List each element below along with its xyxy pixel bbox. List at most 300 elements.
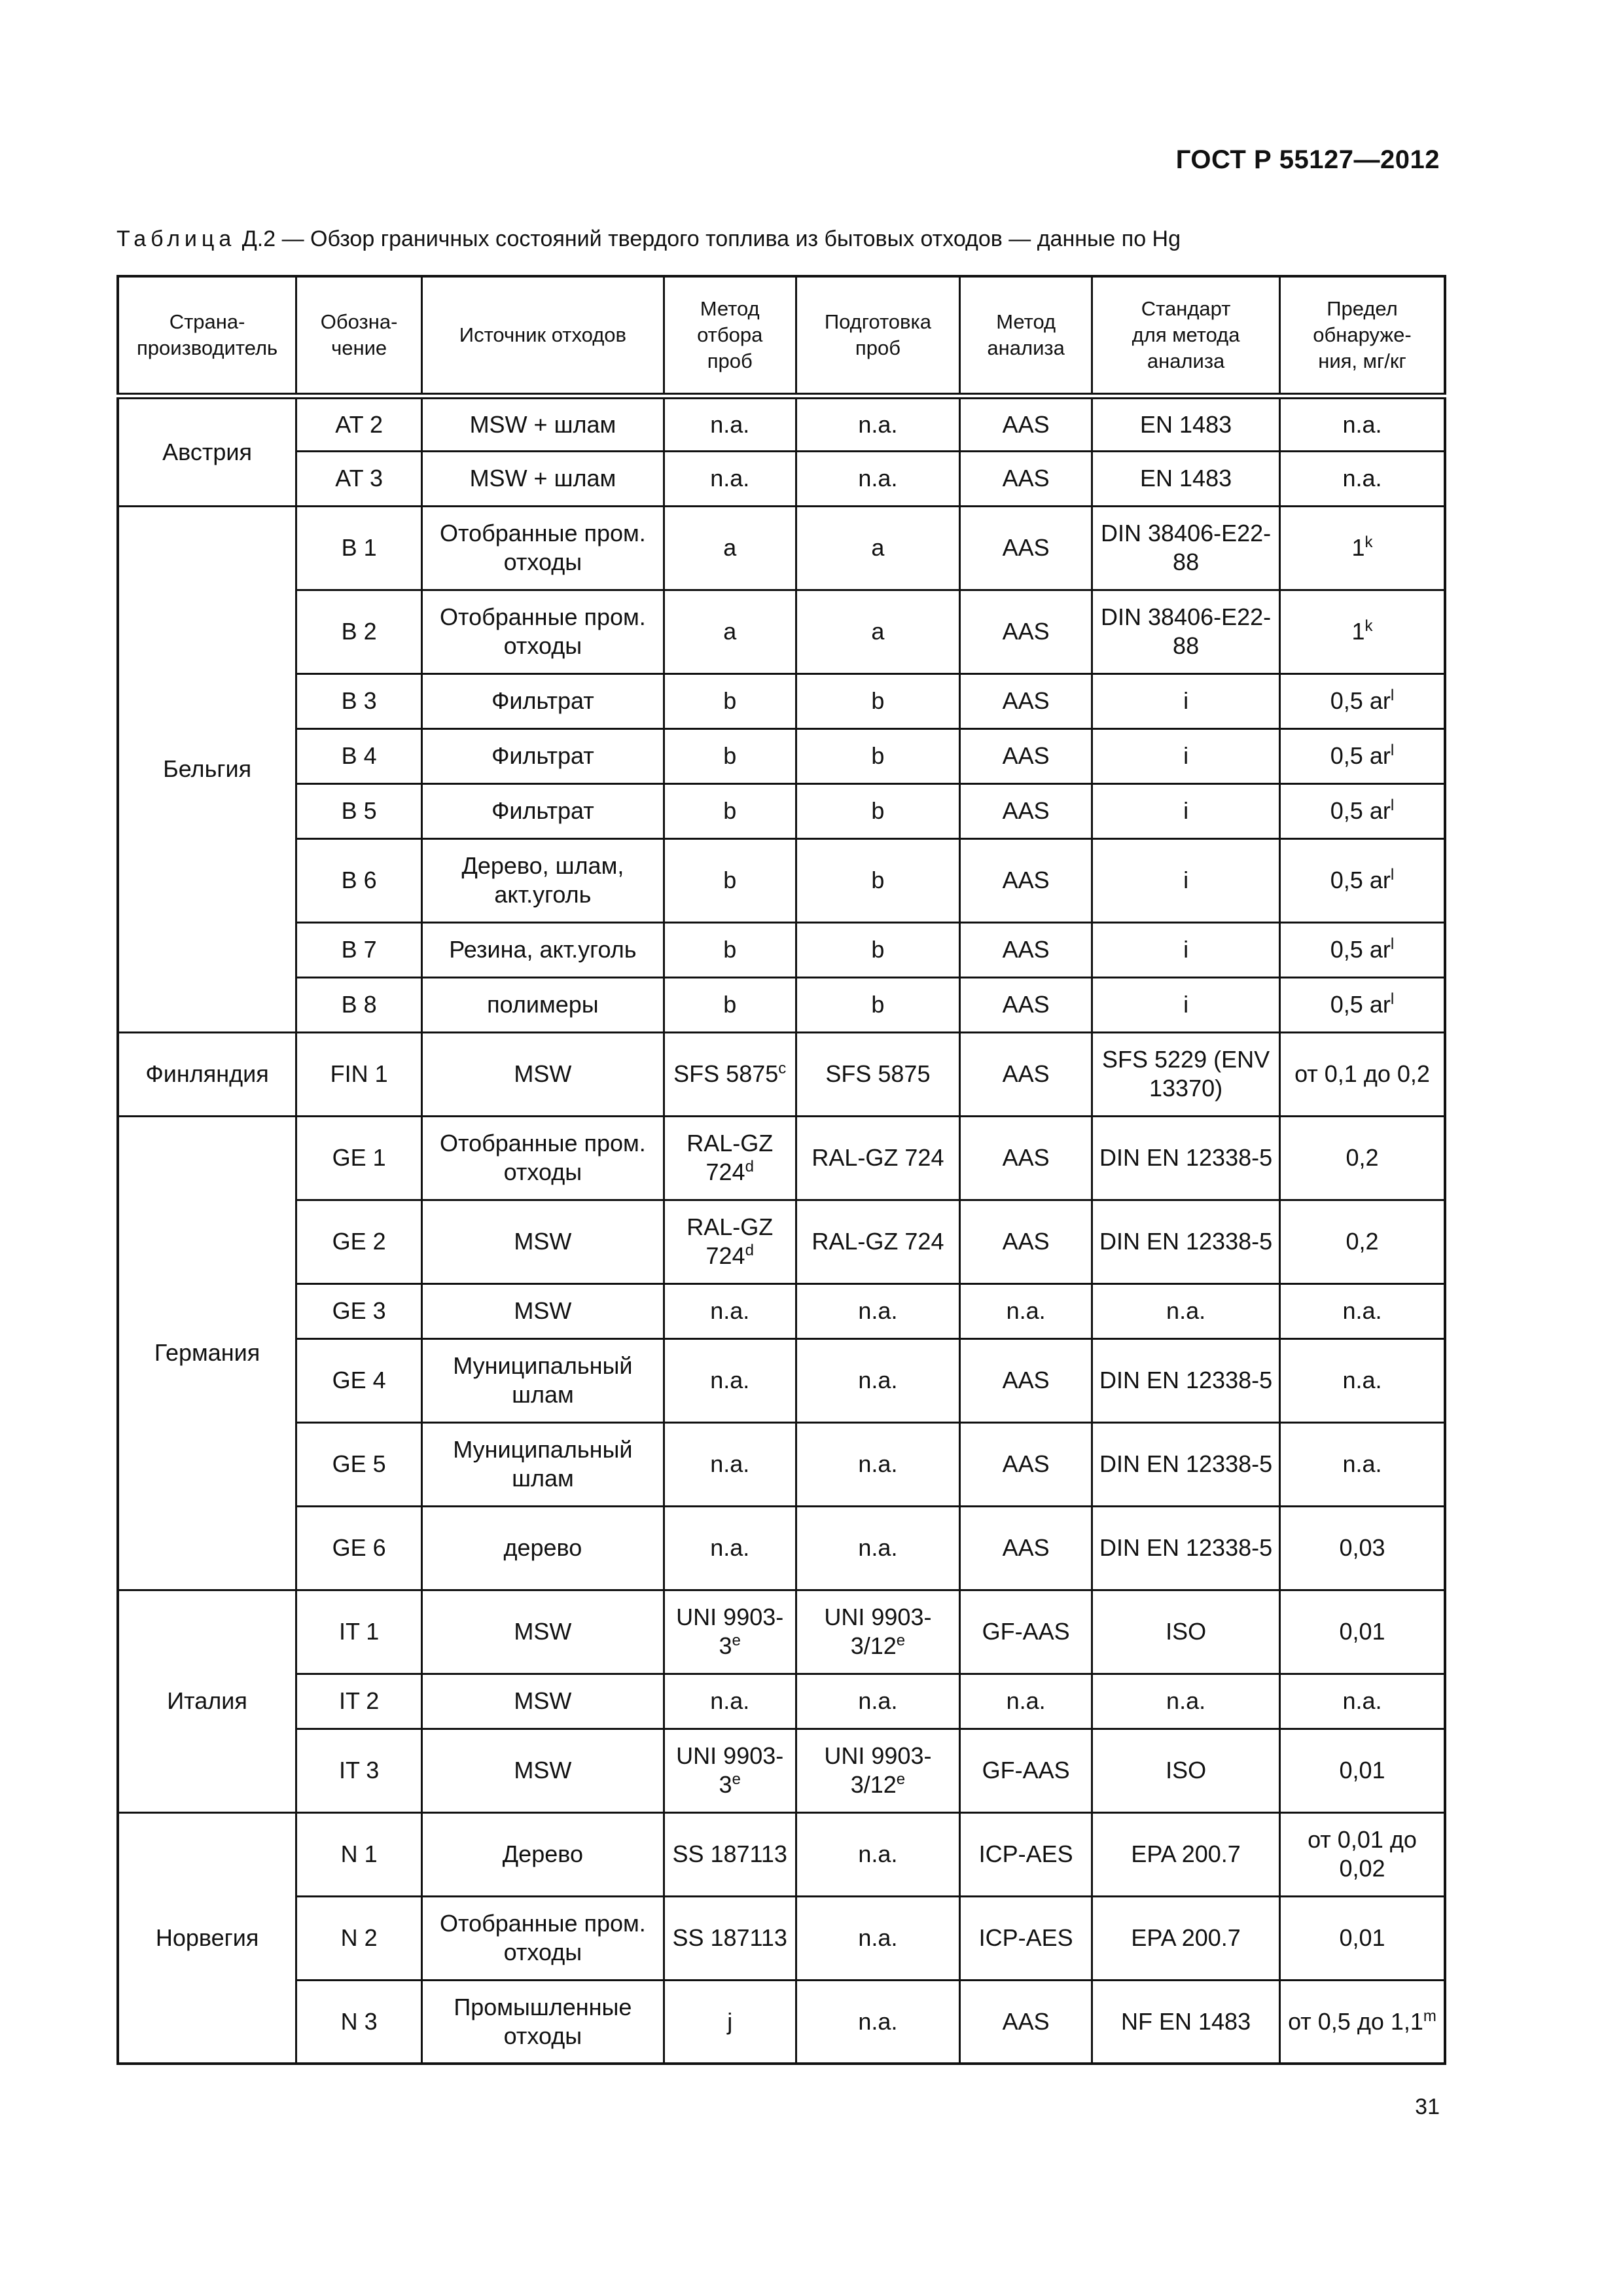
cell-designation <box>296 1506 422 1590</box>
cell-designation <box>296 506 422 590</box>
cell-detection-limit-text: n.a. <box>1342 1297 1382 1324</box>
table-row <box>118 1506 1445 1590</box>
cell-detection-limit <box>1279 838 1445 922</box>
table-header <box>118 276 1445 396</box>
cell-source-text: MSW <box>514 1060 572 1087</box>
cell-sampling-text: n.a. <box>710 1687 750 1714</box>
cell-detection-limit <box>1279 1200 1445 1283</box>
cell-source-text: MSW <box>514 1687 572 1714</box>
cell-designation-text: N 3 <box>340 2007 378 2035</box>
table-row <box>118 1422 1445 1506</box>
cell-source <box>422 1032 664 1116</box>
cell-source <box>422 838 664 922</box>
table-row <box>118 783 1445 838</box>
cell-detection-limit <box>1279 1674 1445 1729</box>
cell-sampling <box>664 1812 796 1896</box>
cell-standard-text: DIN EN 12338-5 <box>1099 1144 1273 1171</box>
table-row <box>118 1200 1445 1283</box>
cell-designation-text: B 7 <box>341 936 377 963</box>
cell-analysis-method <box>960 838 1092 922</box>
cell-detection-limit-text: 0,5 ar <box>1330 991 1391 1018</box>
cell-analysis-method-text: AAS <box>1002 936 1050 963</box>
cell-analysis-method-text: GF-AAS <box>982 1618 1070 1645</box>
cell-designation-text: N 1 <box>340 1840 378 1867</box>
table-row <box>118 1980 1445 2064</box>
cell-designation <box>296 1200 422 1283</box>
col-header-analysis-method: Метод анализа <box>960 276 1092 396</box>
cell-standard-text: ISO <box>1166 1618 1207 1645</box>
cell-preparation-text: n.a. <box>858 1450 898 1477</box>
cell-designation <box>296 590 422 673</box>
cell-source-text: Муниципальный шлам <box>453 1352 633 1408</box>
cell-standard <box>1092 506 1280 590</box>
cell-preparation <box>796 1116 959 1200</box>
cell-analysis-method <box>960 1422 1092 1506</box>
cell-sampling <box>664 1674 796 1729</box>
table-row <box>118 728 1445 783</box>
cell-source <box>422 1896 664 1980</box>
cell-detection-limit <box>1279 728 1445 783</box>
cell-source <box>422 1729 664 1812</box>
cell-standard-text: DIN EN 12338-5 <box>1099 1450 1273 1477</box>
cell-sampling-text: n.a. <box>710 1367 750 1393</box>
cell-analysis-method <box>960 1674 1092 1729</box>
caption-label: Таблица <box>116 226 236 251</box>
table-row <box>118 1729 1445 1812</box>
cell-source-text: Резина, акт.уголь <box>449 936 637 963</box>
cell-sampling <box>664 728 796 783</box>
footnote-mark: d <box>745 1242 754 1259</box>
cell-designation-text: IT 3 <box>338 1757 380 1784</box>
cell-source-text: полимеры <box>487 991 599 1018</box>
cell-preparation <box>796 838 959 922</box>
cell-analysis-method-text: ICP-AES <box>978 1924 1073 1951</box>
cell-preparation <box>796 1032 959 1116</box>
cell-sampling-text: UNI 9903-3 <box>676 1742 784 1798</box>
cell-sampling-text: n.a. <box>710 1534 750 1561</box>
cell-standard-text: i <box>1183 936 1189 963</box>
cell-standard <box>1092 673 1280 728</box>
cell-sampling-text: SFS 5875 <box>673 1060 779 1087</box>
cell-sampling-text: n.a. <box>710 1450 750 1477</box>
cell-sampling-text: n.a. <box>710 410 750 438</box>
cell-analysis-method <box>960 506 1092 590</box>
cell-analysis-method-text: AAS <box>1002 991 1050 1018</box>
col-header-source: Источник отходов <box>422 276 664 396</box>
table-row <box>118 451 1445 506</box>
cell-designation <box>296 922 422 977</box>
footnote-mark: l <box>1390 687 1395 704</box>
cell-designation <box>296 1980 422 2064</box>
cell-sampling <box>664 783 796 838</box>
cell-source-text: MSW <box>514 1757 572 1784</box>
cell-sampling-text: n.a. <box>710 1297 750 1324</box>
cell-detection-limit-text: 0,2 <box>1346 1144 1379 1171</box>
cell-preparation <box>796 590 959 673</box>
cell-sampling-text: b <box>723 991 737 1018</box>
footnote-mark: e <box>732 1770 741 1788</box>
footnote-mark: l <box>1390 935 1395 953</box>
cell-detection-limit-text: от 0,1 до 0,2 <box>1294 1060 1430 1087</box>
cell-source <box>422 673 664 728</box>
cell-designation-text: N 2 <box>340 1924 378 1951</box>
cell-standard-text: i <box>1183 687 1189 714</box>
page-number: 31 <box>1415 2094 1440 2119</box>
cell-standard <box>1092 1506 1280 1590</box>
cell-analysis-method <box>960 1506 1092 1590</box>
footnote-mark: c <box>778 1060 787 1077</box>
cell-standard <box>1092 1812 1280 1896</box>
table-row <box>118 1812 1445 1896</box>
cell-designation-text: GE 5 <box>332 1450 386 1477</box>
cell-preparation-text: UNI 9903-3/12 <box>824 1604 932 1659</box>
cell-detection-limit-text: 0,2 <box>1346 1228 1379 1255</box>
table-row <box>118 977 1445 1032</box>
cell-country: Австрия <box>118 396 296 506</box>
cell-detection-limit-text: n.a. <box>1342 1687 1382 1714</box>
col-header-preparation: Подготовка проб <box>796 276 959 396</box>
footnote-mark: e <box>896 1770 906 1788</box>
cell-designation <box>296 1729 422 1812</box>
cell-standard-text: EPA 200.7 <box>1131 1924 1241 1951</box>
cell-preparation <box>796 783 959 838</box>
cell-detection-limit-text: 0,5 ar <box>1330 936 1391 963</box>
cell-standard-text: i <box>1183 867 1189 893</box>
table-body <box>118 396 1445 2064</box>
cell-source-text: Фильтрат <box>491 687 594 714</box>
cell-detection-limit <box>1279 977 1445 1032</box>
cell-detection-limit <box>1279 1980 1445 2064</box>
cell-detection-limit <box>1279 1032 1445 1116</box>
cell-standard-text: i <box>1183 797 1189 824</box>
header-row <box>118 276 1445 396</box>
cell-preparation <box>796 728 959 783</box>
cell-standard-text: EN 1483 <box>1140 410 1232 438</box>
cell-source-text: Отобранные пром. отходы <box>440 520 646 575</box>
cell-designation-text: B 4 <box>341 742 377 769</box>
col-header-standard: Стандарт для метода анализа <box>1092 276 1280 396</box>
cell-country: Финляндия <box>118 1032 296 1116</box>
cell-analysis-method <box>960 1032 1092 1116</box>
cell-source-text: Фильтрат <box>491 742 594 769</box>
cell-sampling <box>664 590 796 673</box>
cell-analysis-method <box>960 728 1092 783</box>
cell-analysis-method <box>960 922 1092 977</box>
cell-designation <box>296 1590 422 1674</box>
cell-detection-limit-text: от 0,5 до 1,1 <box>1288 2007 1423 2035</box>
cell-preparation-text: n.a. <box>858 2007 898 2035</box>
cell-sampling <box>664 673 796 728</box>
cell-designation-text: AT 2 <box>335 410 383 438</box>
cell-designation <box>296 1896 422 1980</box>
col-header-country: Страна- производитель <box>118 276 296 396</box>
cell-standard-text: NF EN 1483 <box>1121 2007 1251 2035</box>
document-code: ГОСТ Р 55127—2012 <box>1175 145 1440 174</box>
cell-source-text: Отобранные пром. отходы <box>440 1130 646 1185</box>
cell-designation-text: B 2 <box>341 618 377 645</box>
cell-analysis-method-text: ICP-AES <box>978 1840 1073 1867</box>
cell-standard-text: n.a. <box>1166 1687 1206 1714</box>
cell-standard <box>1092 451 1280 506</box>
cell-sampling <box>664 1980 796 2064</box>
cell-analysis-method <box>960 783 1092 838</box>
cell-detection-limit <box>1279 1896 1445 1980</box>
cell-detection-limit-text: 0,01 <box>1339 1618 1385 1645</box>
cell-preparation-text: RAL-GZ 724 <box>812 1228 944 1255</box>
table-row <box>118 1283 1445 1338</box>
cell-standard-text: ISO <box>1166 1757 1207 1784</box>
cell-designation <box>296 728 422 783</box>
cell-preparation-text: n.a. <box>858 1687 898 1714</box>
cell-preparation-text: b <box>871 797 885 824</box>
table-caption <box>116 226 1181 252</box>
cell-detection-limit <box>1279 451 1445 506</box>
cell-standard <box>1092 922 1280 977</box>
cell-preparation-text: n.a. <box>858 410 898 438</box>
cell-source-text: Отобранные пром. отходы <box>440 603 646 659</box>
cell-preparation <box>796 1980 959 2064</box>
cell-standard <box>1092 1338 1280 1422</box>
cell-analysis-method <box>960 977 1092 1032</box>
cell-designation-text: GE 2 <box>332 1228 386 1255</box>
cell-source-text: дерево <box>503 1534 582 1561</box>
cell-detection-limit-text: n.a. <box>1342 1367 1382 1393</box>
footnote-mark: k <box>1364 533 1373 551</box>
cell-designation <box>296 1032 422 1116</box>
cell-source-text: MSW <box>514 1618 572 1645</box>
cell-sampling <box>664 1422 796 1506</box>
table-row <box>118 1674 1445 1729</box>
cell-detection-limit <box>1279 1506 1445 1590</box>
cell-standard-text: i <box>1183 742 1189 769</box>
cell-designation <box>296 1283 422 1338</box>
cell-designation-text: B 3 <box>341 687 377 714</box>
caption-text: — Обзор граничных состояний твердого топлива из бытовых отходов — данные по Hg <box>276 226 1181 251</box>
cell-source-text: Муниципальный шлам <box>453 1436 633 1492</box>
cell-detection-limit <box>1279 1812 1445 1896</box>
cell-analysis-method-text: AAS <box>1002 867 1050 893</box>
cell-preparation <box>796 1590 959 1674</box>
cell-preparation <box>796 506 959 590</box>
cell-standard-text: n.a. <box>1166 1297 1206 1324</box>
cell-preparation <box>796 451 959 506</box>
cell-source <box>422 1422 664 1506</box>
cell-analysis-method <box>960 1283 1092 1338</box>
cell-preparation-text: SFS 5875 <box>825 1060 931 1087</box>
cell-preparation <box>796 922 959 977</box>
cell-standard <box>1092 977 1280 1032</box>
cell-designation-text: GE 6 <box>332 1534 386 1561</box>
cell-source <box>422 1116 664 1200</box>
cell-standard <box>1092 1729 1280 1812</box>
cell-designation <box>296 838 422 922</box>
cell-sampling <box>664 977 796 1032</box>
caption-number: Д.2 <box>241 226 276 251</box>
cell-detection-limit-text: 0,01 <box>1339 1924 1385 1951</box>
cell-sampling <box>664 922 796 977</box>
cell-standard <box>1092 838 1280 922</box>
cell-detection-limit <box>1279 1590 1445 1674</box>
cell-preparation-text: n.a. <box>858 1924 898 1951</box>
cell-preparation-text: b <box>871 742 885 769</box>
cell-sampling-text: a <box>723 618 737 645</box>
cell-standard-text: DIN 38406-E22-88 <box>1101 603 1272 659</box>
cell-designation <box>296 451 422 506</box>
cell-sampling-text: b <box>723 687 737 714</box>
cell-source-text: Фильтрат <box>491 797 594 824</box>
cell-standard <box>1092 1980 1280 2064</box>
cell-preparation <box>796 1812 959 1896</box>
col-header-designation: Обозна- чение <box>296 276 422 396</box>
cell-standard <box>1092 1032 1280 1116</box>
table-row <box>118 1032 1445 1116</box>
cell-designation <box>296 1674 422 1729</box>
cell-preparation <box>796 1729 959 1812</box>
cell-source <box>422 922 664 977</box>
cell-preparation <box>796 1896 959 1980</box>
cell-preparation-text: UNI 9903-3/12 <box>824 1742 932 1798</box>
cell-analysis-method-text: AAS <box>1002 1060 1050 1087</box>
cell-standard <box>1092 1674 1280 1729</box>
cell-standard <box>1092 783 1280 838</box>
cell-analysis-method <box>960 1590 1092 1674</box>
cell-source-text: MSW + шлам <box>469 465 616 492</box>
cell-preparation-text: n.a. <box>858 465 898 492</box>
cell-designation <box>296 396 422 451</box>
cell-analysis-method <box>960 590 1092 673</box>
cell-country: Италия <box>118 1590 296 1812</box>
cell-standard-text: SFS 5229 (ENV 13370) <box>1102 1046 1270 1102</box>
cell-sampling <box>664 1338 796 1422</box>
cell-sampling-text: RAL-GZ 724 <box>687 1130 774 1185</box>
footnote-mark: k <box>1364 617 1373 635</box>
cell-standard-text: EPA 200.7 <box>1131 1840 1241 1867</box>
cell-preparation-text: n.a. <box>858 1534 898 1561</box>
cell-designation-text: B 1 <box>341 534 377 561</box>
cell-detection-limit-text: 0,03 <box>1339 1534 1385 1561</box>
table-row <box>118 922 1445 977</box>
cell-sampling-text: SS 187113 <box>672 1924 787 1951</box>
footnote-mark: d <box>745 1158 754 1175</box>
cell-detection-limit <box>1279 506 1445 590</box>
cell-standard-text: EN 1483 <box>1140 465 1232 492</box>
cell-detection-limit-text: от 0,01 до 0,02 <box>1308 1826 1417 1882</box>
cell-source <box>422 590 664 673</box>
cell-detection-limit <box>1279 783 1445 838</box>
cell-source-text: Промышленные отходы <box>454 1993 632 2049</box>
cell-source <box>422 1200 664 1283</box>
cell-analysis-method-text: AAS <box>1002 2007 1050 2035</box>
cell-preparation-text: b <box>871 936 885 963</box>
table-row <box>118 1590 1445 1674</box>
cell-source-text: Отобранные пром. отходы <box>440 1910 646 1965</box>
cell-analysis-method <box>960 1896 1092 1980</box>
cell-detection-limit-text: 0,5 ar <box>1330 867 1391 893</box>
cell-analysis-method-text: AAS <box>1002 797 1050 824</box>
cell-detection-limit-text: n.a. <box>1342 410 1382 438</box>
cell-designation-text: B 8 <box>341 991 377 1018</box>
cell-designation-text: AT 3 <box>335 465 383 492</box>
footnote-mark: l <box>1390 797 1395 814</box>
footnote-mark: e <box>732 1632 741 1649</box>
cell-standard <box>1092 1283 1280 1338</box>
cell-designation-text: FIN 1 <box>330 1060 388 1087</box>
cell-standard <box>1092 590 1280 673</box>
cell-analysis-method-text: AAS <box>1002 1367 1050 1393</box>
cell-analysis-method <box>960 1338 1092 1422</box>
cell-designation <box>296 1422 422 1506</box>
col-header-detection-limit: Предел обнаруже- ния, мг/кг <box>1279 276 1445 396</box>
cell-preparation <box>796 1674 959 1729</box>
cell-analysis-method <box>960 1980 1092 2064</box>
cell-standard-text: DIN 38406-E22-88 <box>1101 520 1272 575</box>
cell-detection-limit <box>1279 1729 1445 1812</box>
cell-sampling <box>664 1283 796 1338</box>
cell-analysis-method-text: AAS <box>1002 1534 1050 1561</box>
cell-analysis-method <box>960 1116 1092 1200</box>
cell-detection-limit-text: n.a. <box>1342 465 1382 492</box>
cell-sampling-text: a <box>723 534 737 561</box>
cell-analysis-method-text: GF-AAS <box>982 1757 1070 1784</box>
cell-analysis-method <box>960 451 1092 506</box>
cell-preparation-text: b <box>871 991 885 1018</box>
footnote-mark: e <box>896 1632 906 1649</box>
cell-detection-limit-text: 0,01 <box>1339 1757 1385 1784</box>
cell-detection-limit-text: 1 <box>1351 618 1365 645</box>
cell-preparation-text: a <box>871 534 885 561</box>
cell-designation-text: IT 2 <box>338 1687 380 1714</box>
cell-preparation-text: n.a. <box>858 1840 898 1867</box>
cell-source <box>422 783 664 838</box>
cell-preparation <box>796 673 959 728</box>
table-row <box>118 1338 1445 1422</box>
table-row <box>118 673 1445 728</box>
cell-analysis-method-text: AAS <box>1002 465 1050 492</box>
cell-sampling <box>664 1729 796 1812</box>
cell-analysis-method-text: AAS <box>1002 1144 1050 1171</box>
cell-source <box>422 1812 664 1896</box>
footnote-mark: m <box>1423 2007 1436 2025</box>
cell-sampling <box>664 1200 796 1283</box>
cell-analysis-method-text: AAS <box>1002 534 1050 561</box>
cell-detection-limit <box>1279 1422 1445 1506</box>
cell-sampling <box>664 451 796 506</box>
cell-analysis-method <box>960 1812 1092 1896</box>
cell-designation <box>296 1116 422 1200</box>
cell-detection-limit-text: 1 <box>1351 534 1365 561</box>
cell-sampling <box>664 1506 796 1590</box>
cell-preparation <box>796 1506 959 1590</box>
cell-detection-limit <box>1279 1338 1445 1422</box>
cell-preparation <box>796 396 959 451</box>
cell-designation <box>296 1338 422 1422</box>
cell-preparation <box>796 1422 959 1506</box>
cell-designation-text: GE 1 <box>332 1144 386 1171</box>
cell-source <box>422 396 664 451</box>
cell-detection-limit <box>1279 1283 1445 1338</box>
table-row <box>118 506 1445 590</box>
cell-preparation-text: n.a. <box>858 1367 898 1393</box>
table-row <box>118 1896 1445 1980</box>
cell-designation-text: B 5 <box>341 797 377 824</box>
cell-analysis-method <box>960 396 1092 451</box>
cell-sampling <box>664 1896 796 1980</box>
cell-designation <box>296 673 422 728</box>
cell-detection-limit-text: n.a. <box>1342 1450 1382 1477</box>
cell-source <box>422 1674 664 1729</box>
cell-detection-limit <box>1279 673 1445 728</box>
cell-sampling-text: b <box>723 797 737 824</box>
